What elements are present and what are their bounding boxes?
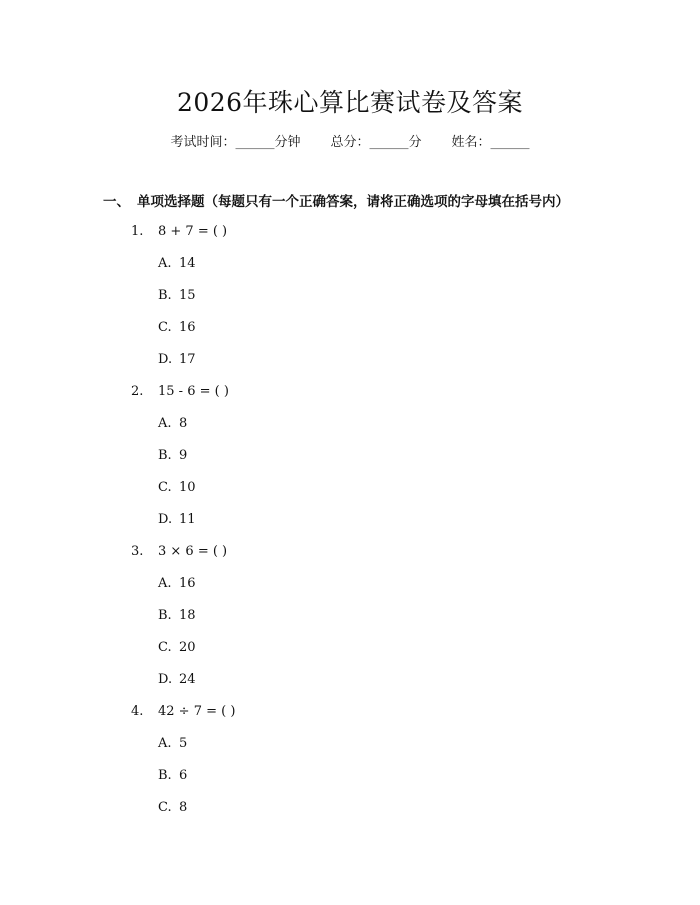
option-letter: C. (158, 480, 172, 495)
question-text: 42 ÷ 7 = ( ) (158, 704, 236, 719)
option-text: 16 (179, 320, 196, 335)
section-heading (103, 190, 569, 210)
page-title: 2026年珠心算比赛试卷及答案 (176, 88, 524, 117)
option-text: 6 (179, 768, 188, 783)
question-stem (131, 221, 235, 253)
option-text: 11 (179, 512, 196, 527)
option-letter: C. (158, 800, 172, 815)
option-letter: A. (158, 576, 172, 591)
question-text: 15 - 6 = ( ) (158, 384, 229, 399)
answer-option (131, 509, 235, 541)
answer-option (131, 413, 235, 445)
answer-option (131, 317, 235, 349)
option-letter: D. (158, 512, 173, 527)
option-letter: B. (158, 608, 172, 623)
option-letter: D. (158, 352, 173, 367)
answer-option (131, 669, 235, 701)
option-letter: D. (158, 672, 173, 687)
option-text: 14 (179, 256, 196, 271)
option-text: 16 (179, 576, 196, 591)
option-letter: B. (158, 288, 172, 303)
option-text: 9 (179, 448, 188, 463)
option-text: 8 (179, 800, 188, 815)
section-number: 一、 (103, 194, 130, 210)
answer-option (131, 637, 235, 669)
option-text: 15 (179, 288, 196, 303)
answer-option (131, 733, 235, 765)
question-number: 3. (131, 544, 144, 559)
option-letter: A. (158, 256, 172, 271)
answer-option (131, 765, 235, 797)
question-list (131, 221, 235, 829)
option-text: 5 (179, 736, 188, 751)
answer-option (131, 605, 235, 637)
question-text: 8 + 7 = ( ) (158, 224, 228, 239)
name-field: 姓名：______ (451, 135, 530, 150)
answer-option (131, 797, 235, 829)
question-item (131, 381, 235, 541)
option-letter: C. (158, 320, 172, 335)
answer-option (131, 445, 235, 477)
question-number: 1. (131, 224, 144, 239)
exam-time-field: 考试时间：______分钟 (170, 135, 301, 150)
option-text: 18 (179, 608, 196, 623)
option-text: 20 (179, 640, 196, 655)
question-text: 3 × 6 = ( ) (158, 544, 228, 559)
question-number: 2. (131, 384, 144, 399)
answer-option (131, 253, 235, 285)
total-score-field: 总分：______分 (330, 135, 422, 150)
option-letter: B. (158, 448, 172, 463)
option-letter: B. (158, 768, 172, 783)
question-stem (131, 541, 235, 573)
exam-meta-line (0, 131, 700, 150)
answer-option (131, 573, 235, 605)
option-letter: C. (158, 640, 172, 655)
question-number: 4. (131, 704, 144, 719)
option-text: 17 (179, 352, 196, 367)
answer-option (131, 285, 235, 317)
question-item (131, 701, 235, 829)
question-item (131, 541, 235, 701)
answer-option (131, 349, 235, 381)
question-item (131, 221, 235, 381)
section-title: 单项选择题（每题只有一个正确答案，请将正确选项的字母填在括号内） (137, 194, 569, 210)
option-letter: A. (158, 736, 172, 751)
question-stem (131, 701, 235, 733)
option-text: 24 (179, 672, 196, 687)
answer-option (131, 477, 235, 509)
option-text: 10 (179, 480, 196, 495)
question-stem (131, 381, 235, 413)
option-letter: A. (158, 416, 172, 431)
option-text: 8 (179, 416, 188, 431)
